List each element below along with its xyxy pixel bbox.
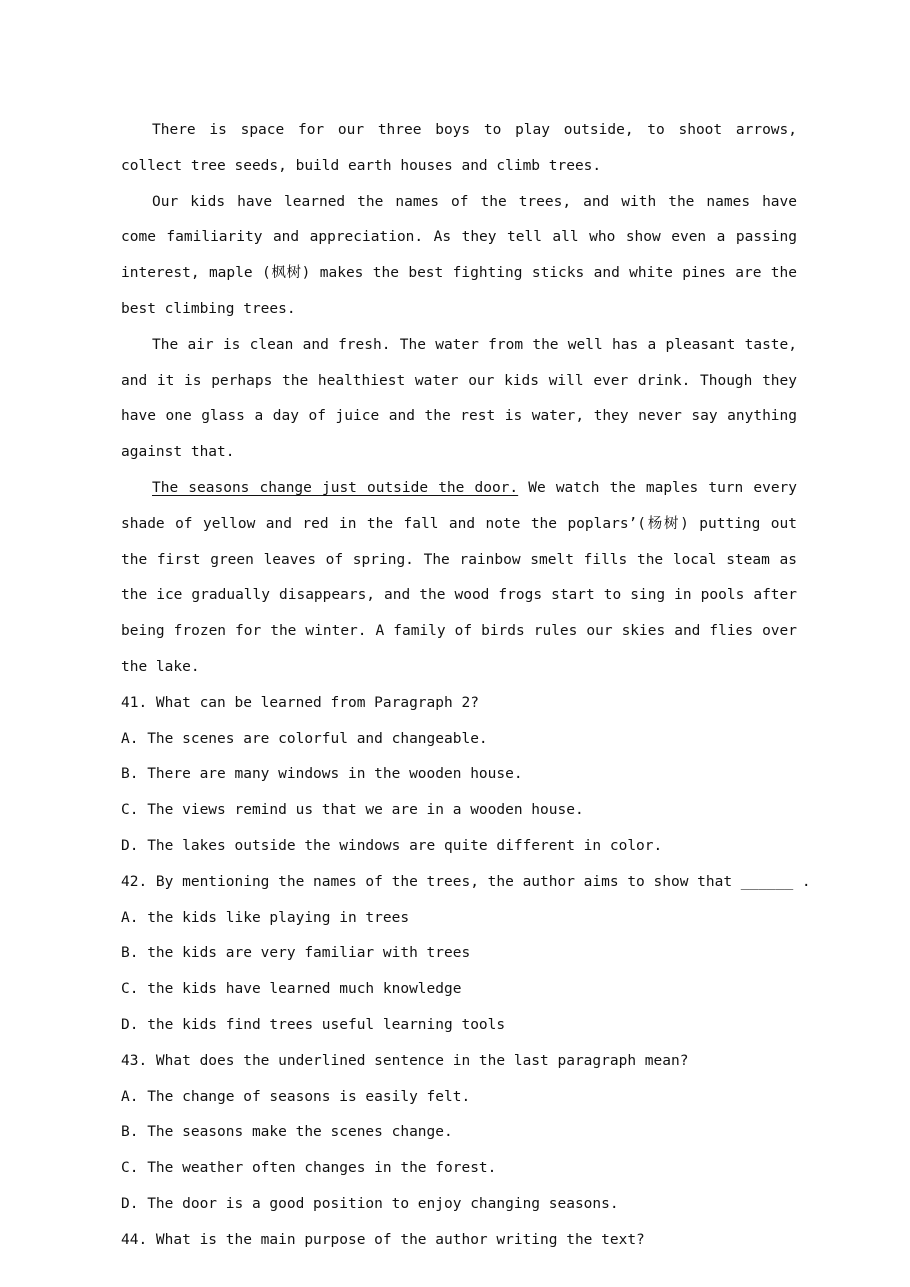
- underlined-sentence: The seasons change just outside the door.: [152, 479, 519, 496]
- question-42-option-d: D. the kids find trees useful learning tools: [121, 1016, 506, 1033]
- question-42-option-a: A. the kids like playing in trees: [121, 909, 410, 926]
- paragraph-4-text: We watch the maples turn every shade of yellow and red in the fall and note the poplars’(杨树) putting out the first green leaves of spring. The rainbow smelt fills the local steam as the ice gradually disappears, and the wood frogs start to sing in pools after being frozen for the winter. A family of birds rules our skies and flies over the lake.: [121, 479, 798, 675]
- paragraph-4: [121, 471, 797, 686]
- question-43-option-c: C. The weather often changes in the forest.: [121, 1160, 497, 1177]
- paragraph-3: The air is clean and fresh. The water from the well has a pleasant taste, and it is perhaps the healthiest water our kids will ever drink. Though they have one glass a day of juice and the rest is water, they never say anything against that.: [121, 336, 797, 461]
- document-page: [121, 113, 811, 1259]
- question-41-option-b: B. There are many windows in the wooden house.: [121, 766, 523, 783]
- question-43-option-a: A. The change of seasons is easily felt.: [121, 1088, 471, 1105]
- question-42-stem: 42. By mentioning the names of the trees, the author aims to show that ______ .: [121, 873, 811, 890]
- question-41-option-c: C. The views remind us that we are in a wooden house.: [121, 802, 584, 819]
- question-43-option-b: B. The seasons make the scenes change.: [121, 1124, 453, 1141]
- paragraph-1: There is space for our three boys to play outside, to shoot arrows, collect tree seeds, build earth houses and climb trees.: [121, 122, 797, 174]
- question-41-option-a: A. The scenes are colorful and changeable.: [121, 730, 488, 747]
- question-43-option-d: D. The door is a good position to enjoy changing seasons.: [121, 1195, 619, 1212]
- question-42-option-b: B. the kids are very familiar with trees: [121, 945, 471, 962]
- question-41-stem: 41. What can be learned from Paragraph 2?: [121, 694, 479, 711]
- question-42-option-c: C. the kids have learned much knowledge: [121, 981, 462, 998]
- question-43-stem: 43. What does the underlined sentence in the last paragraph mean?: [121, 1052, 689, 1069]
- paragraph-2: Our kids have learned the names of the trees, and with the names have come familiarity and appreciation. As they tell all who show even a passing interest, maple (枫树) makes the best fighting sticks and white pines are the best climbing trees.: [121, 193, 797, 317]
- question-44-stem: 44. What is the main purpose of the author writing the text?: [121, 1231, 645, 1248]
- question-41-option-d: D. The lakes outside the windows are quite different in color.: [121, 837, 663, 854]
